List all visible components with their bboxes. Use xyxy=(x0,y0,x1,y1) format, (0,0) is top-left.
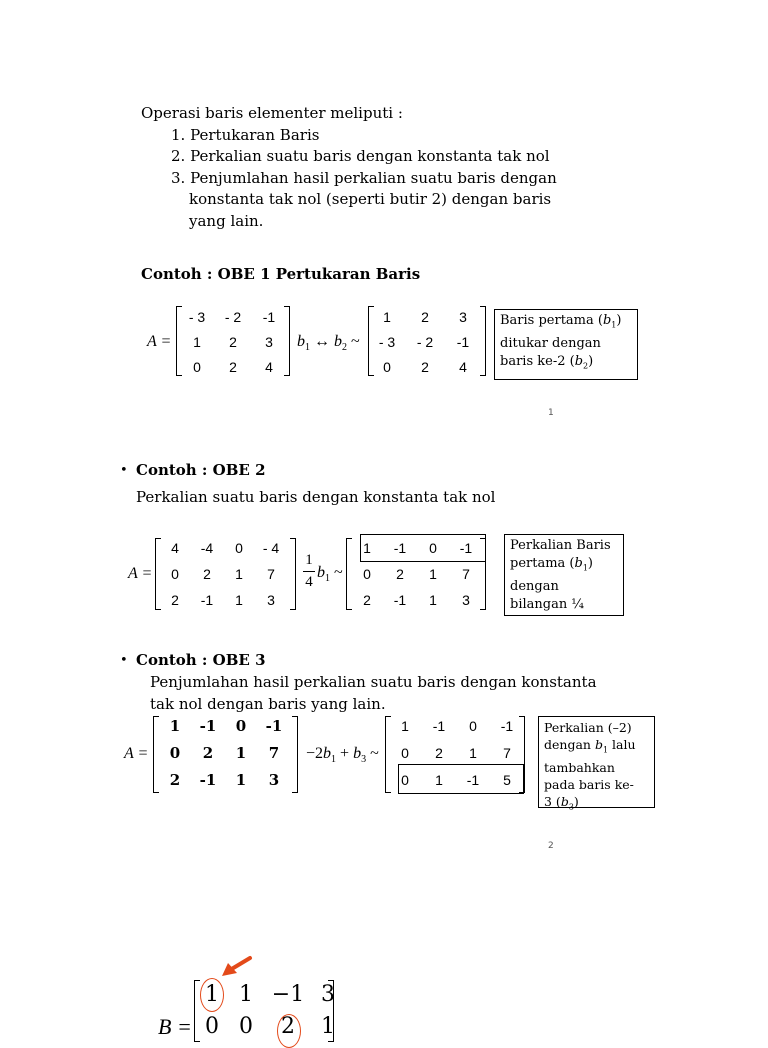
intro-item-3-cont-2: yang lain. xyxy=(189,212,264,230)
page-number-2: 2 xyxy=(548,841,554,851)
example1-matrix-b-cell-2-3: -1 xyxy=(456,334,470,350)
intro-heading: Operasi baris elementer meliputi : xyxy=(141,104,403,122)
example2-matrix-b-cell-1-2: -1 xyxy=(393,540,407,556)
example3-matrix-a-cell-3-1: 2 xyxy=(169,771,181,789)
example3-matrix-b-cell-2-1: 0 xyxy=(401,745,409,761)
example1-matrix-a-cell-3-1: 0 xyxy=(193,359,201,375)
intro-item-3: 3. Penjumlahan hasil perkalian suatu baris dengan xyxy=(171,169,557,187)
example1-matrix-a-cell-1-2: - 2 xyxy=(224,309,242,325)
example1-matrix-a-cell-2-3: 3 xyxy=(265,334,273,350)
example4-pivot-circle-1 xyxy=(200,978,224,1012)
example3-matrix-a-cell-2-3: 1 xyxy=(235,744,247,762)
example1-matrix-b-cell-3-2: 2 xyxy=(421,359,429,375)
example3-note-line-2: dengan $b_1$ lalu xyxy=(544,737,636,755)
example1-matrix-a-cell-3-2: 2 xyxy=(229,359,237,375)
example3-matrix-b-cell-2-3: 1 xyxy=(469,745,477,761)
example3-matrix-b-cell-1-2: -1 xyxy=(432,718,446,734)
example1-matrix-a-right-bracket xyxy=(284,306,290,376)
example4-cell-2-4: 1 xyxy=(321,1014,335,1039)
example3-matrix-b-cell-3-4: 5 xyxy=(503,772,511,788)
example3-matrix-a-cell-1-2: -1 xyxy=(199,717,217,735)
example1-matrix-a-cell-1-1: - 3 xyxy=(188,309,206,325)
example2-matrix-b-cell-3-1: 2 xyxy=(363,592,371,608)
example2-bullet: • xyxy=(120,463,128,478)
example2-matrix-b-cell-1-3: 0 xyxy=(429,540,437,556)
example3-operation: $-2b_1 + b_3$ ~ xyxy=(306,745,379,766)
example4-cell-1-3: −1 xyxy=(271,982,305,1007)
example1-matrix-b-cell-3-3: 4 xyxy=(459,359,467,375)
example4-cell-1-1: 1 xyxy=(205,982,219,1007)
example2-matrix-a-cell-1-1: 4 xyxy=(171,540,179,556)
example2-matrix-a-cell-3-2: -1 xyxy=(200,592,214,608)
example2-note-line-3: dengan xyxy=(510,578,559,594)
example3-matrix-a-right-bracket xyxy=(292,716,298,793)
example3-matrix-b-cell-3-1: 0 xyxy=(401,772,409,788)
example4-cell-2-3: 2 xyxy=(281,1014,295,1039)
example2-matrix-b-cell-3-4: 3 xyxy=(462,592,470,608)
example1-matrix-b-cell-1-1: 1 xyxy=(383,309,391,325)
example3-matrix-a-cell-1-4: -1 xyxy=(265,717,283,735)
example4-pivot-circle-2 xyxy=(277,1014,301,1048)
example1-title: Contoh : OBE 1 Pertukaran Baris xyxy=(141,265,421,283)
example2-frac-bar xyxy=(303,571,315,572)
example2-frac-denominator: 4 xyxy=(305,574,313,590)
example3-matrix-b-cell-3-2: 1 xyxy=(435,772,443,788)
example2-matrix-b-cell-2-2: 2 xyxy=(396,566,404,582)
example4-cell-1-2: 1 xyxy=(239,982,253,1007)
example3-note-line-5: 3 $(b_3)$ xyxy=(544,793,579,811)
example2-frac-numerator: 1 xyxy=(305,552,313,568)
example3-matrix-b-cell-1-1: 1 xyxy=(401,718,409,734)
example2-matrix-b-cell-1-1: 1 xyxy=(363,540,371,556)
example1-matrix-a-cell-3-3: 4 xyxy=(265,359,273,375)
example3-subtitle-line-2: tak nol dengan baris yang lain. xyxy=(150,695,386,713)
example1-matrix-b-cell-2-2: - 2 xyxy=(416,334,434,350)
example2-matrix-b-cell-2-3: 1 xyxy=(429,566,437,582)
example1-matrix-a-cell-2-2: 2 xyxy=(229,334,237,350)
example1-matrix-b-right-bracket xyxy=(480,306,486,376)
example3-matrix-b-cell-1-4: -1 xyxy=(500,718,514,734)
example4-cell-2-2: 0 xyxy=(239,1014,253,1039)
example3-matrix-a-cell-2-2: 2 xyxy=(202,744,214,762)
example2-matrix-a-cell-1-4: - 4 xyxy=(262,540,280,556)
example1-matrix-a-cell-2-1: 1 xyxy=(193,334,201,350)
example3-matrix-a-left-bracket xyxy=(153,716,159,793)
example2-operation: $b_1$ ~ xyxy=(317,564,343,585)
example2-matrix-a-cell-2-4: 7 xyxy=(267,566,275,582)
example1-lhs: A = xyxy=(147,333,172,350)
example2-title: Contoh : OBE 2 xyxy=(136,461,266,479)
example2-matrix-b-cell-3-2: -1 xyxy=(393,592,407,608)
example3-matrix-b-right-bracket xyxy=(519,716,525,793)
example1-matrix-b-cell-1-2: 2 xyxy=(421,309,429,325)
example2-matrix-a-right-bracket xyxy=(290,538,296,610)
intro-item-3-cont-1: konstanta tak nol (seperti butir 2) dengan baris xyxy=(189,190,552,208)
example3-title: Contoh : OBE 3 xyxy=(136,651,266,669)
example2-note-line-4: bilangan ¼ xyxy=(510,596,584,612)
example2-note xyxy=(504,534,624,616)
example3-note-line-3: tambahkan xyxy=(544,759,615,775)
example2-matrix-a-cell-3-4: 3 xyxy=(267,592,275,608)
example1-note-line-1: Baris pertama $(b_1)$ xyxy=(500,313,622,330)
example3-matrix-a-cell-2-4: 7 xyxy=(268,744,280,762)
example3-matrix-a-cell-1-3: 0 xyxy=(235,717,247,735)
example2-matrix-b-right-bracket xyxy=(480,538,486,610)
example3-subtitle-line-1: Penjumlahan hasil perkalian suatu baris dengan konstanta xyxy=(150,673,597,691)
example3-lhs: A = xyxy=(124,745,149,762)
example3-matrix-a-cell-2-1: 0 xyxy=(169,744,181,762)
intro-item-1: 1. Pertukaran Baris xyxy=(171,126,320,144)
example3-matrix-b-cell-1-3: 0 xyxy=(469,718,477,734)
example3-note-line-1: Perkalian (–2) xyxy=(544,720,632,735)
example2-matrix-b-cell-3-3: 1 xyxy=(429,592,437,608)
example1-matrix-b-cell-2-1: - 3 xyxy=(378,334,396,350)
example2-matrix-a-cell-2-3: 1 xyxy=(235,566,243,582)
example3-matrix-a-cell-3-4: 3 xyxy=(268,771,280,789)
example3-note-line-4: pada baris ke- xyxy=(544,776,634,792)
example2-matrix-a-cell-3-3: 1 xyxy=(235,592,243,608)
example3-matrix-a-cell-3-3: 1 xyxy=(235,771,247,789)
example1-matrix-b-cell-3-1: 0 xyxy=(383,359,391,375)
example2-matrix-a-cell-1-3: 0 xyxy=(235,540,243,556)
example2-subtitle: Perkalian suatu baris dengan konstanta tak nol xyxy=(136,488,496,506)
example2-matrix-b-cell-2-4: 7 xyxy=(462,566,470,582)
example1-note-line-3: baris ke-2 $(b_2)$ xyxy=(500,353,594,371)
example2-matrix-b-cell-1-4: -1 xyxy=(459,540,473,556)
example2-matrix-b-cell-2-1: 0 xyxy=(363,566,371,582)
example2-matrix-a-cell-2-1: 0 xyxy=(171,566,179,582)
example4-cell-1-4: 3 xyxy=(321,982,335,1007)
example3-bullet: • xyxy=(120,653,128,668)
example2-matrix-a-cell-2-2: 2 xyxy=(203,566,211,582)
intro-item-2: 2. Perkalian suatu baris dengan konstanta tak nol xyxy=(171,147,550,165)
example1-note-line-2: ditukar dengan xyxy=(500,335,601,351)
example1-note xyxy=(494,309,638,380)
example2-lhs: A = xyxy=(128,565,153,582)
example2-matrix-a-cell-1-2: -4 xyxy=(200,540,214,556)
example1-operation: $b_1$ ↔ $b_2$ ~ xyxy=(297,333,360,354)
example1-matrix-a-cell-1-3: -1 xyxy=(262,309,276,325)
example2-matrix-a-cell-3-1: 2 xyxy=(171,592,179,608)
example4-lhs: B = xyxy=(158,1014,192,1039)
example3-matrix-a-cell-1-1: 1 xyxy=(169,717,181,735)
example3-matrix-b-cell-2-4: 7 xyxy=(503,745,511,761)
page-number-1: 1 xyxy=(548,408,554,418)
example1-matrix-b-cell-1-3: 3 xyxy=(459,309,467,325)
example3-matrix-a-cell-3-2: -1 xyxy=(199,771,217,789)
example2-note-line-2: pertama $(b_1)$ xyxy=(510,556,593,573)
example3-matrix-b-cell-2-2: 2 xyxy=(435,745,443,761)
example2-note-line-1: Perkalian Baris xyxy=(510,538,611,553)
red-arrow-icon xyxy=(218,954,254,980)
example3-note xyxy=(538,716,655,811)
example4-cell-2-1: 0 xyxy=(205,1014,219,1039)
example3-matrix-b-cell-3-3: -1 xyxy=(466,772,480,788)
